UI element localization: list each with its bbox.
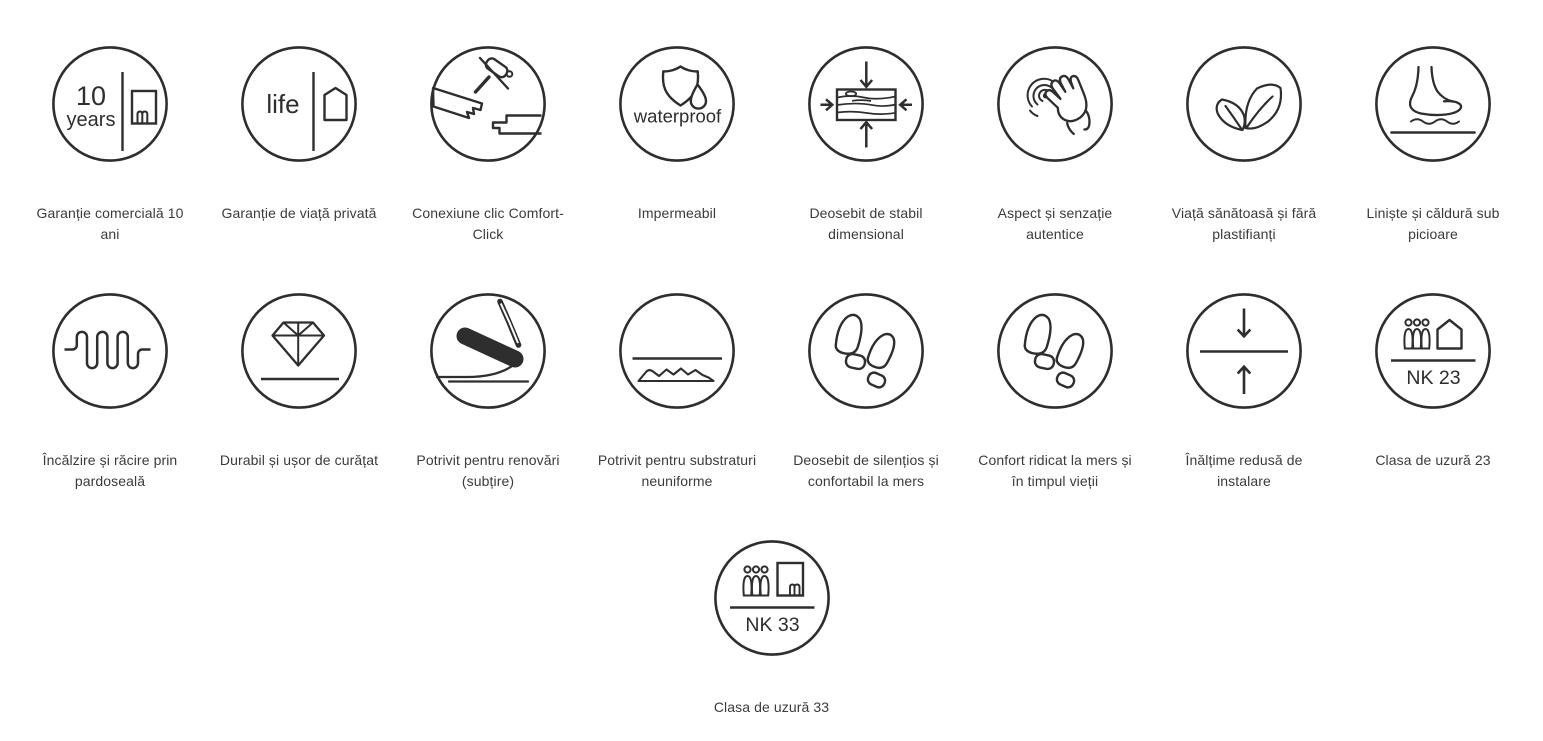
feature-label: Liniște și căldură sub picioare — [1366, 205, 1500, 242]
feature-item-low-installation-height — [1150, 292, 1339, 492]
leaves-icon — [1185, 45, 1303, 163]
feature-item-wear-class-23 — [1339, 292, 1528, 492]
feature-item-silent-comfortable-walk — [772, 292, 961, 492]
usage-class-33-icon — [713, 539, 831, 657]
paint-roller-icon — [429, 292, 547, 410]
feature-label: Clasa de uzură 33 — [713, 699, 830, 715]
dimensional-stability-icon — [807, 45, 925, 163]
feature-item-quiet-warm-underfoot — [1339, 45, 1528, 245]
usage-class-23-icon — [1374, 292, 1492, 410]
low-installation-height-icon — [1185, 292, 1303, 410]
feature-item-authentic-look-feel — [961, 45, 1150, 245]
click-connection-icon — [429, 45, 547, 163]
svg-text:NK 23: NK 23 — [1406, 367, 1461, 389]
feature-item-dimensional-stability — [772, 45, 961, 245]
svg-text:waterproof: waterproof — [633, 105, 722, 127]
waterproof-shield-icon — [618, 45, 736, 163]
feature-item-walking-living-comfort — [961, 292, 1150, 492]
feature-label: Conexiune clic Comfort-Click — [412, 205, 564, 242]
life-warranty-icon — [240, 45, 358, 163]
commercial-warranty-icon — [51, 45, 169, 163]
heating-coil-icon — [51, 292, 169, 410]
feature-label: Durabil și ușor de curățat — [219, 452, 379, 468]
svg-text:life: life — [266, 89, 300, 119]
feature-item-wear-class-33 — [677, 539, 866, 739]
feature-label: Confort ridicat la mers și în timpul vieții — [978, 452, 1132, 489]
feature-grid — [16, 0, 1528, 741]
feature-label: Garanție de viață privată — [221, 205, 377, 221]
feature-label: Înălțime redusă de instalare — [1185, 452, 1303, 489]
feature-label: Deosebit de stabil dimensional — [809, 205, 923, 242]
feature-item-waterproof — [583, 45, 772, 245]
feature-label: Potrivit pentru substraturi neuniforme — [597, 452, 757, 489]
feature-label: Aspect și senzație autentice — [997, 205, 1113, 242]
svg-text:NK 33: NK 33 — [744, 614, 800, 636]
uneven-subfloor-icon — [618, 292, 736, 410]
feature-label: Viață sănătoasă și fără plastifianți — [1171, 205, 1317, 242]
diamond-icon — [240, 292, 358, 410]
footprints-icon — [996, 292, 1114, 410]
feature-item-uneven-subfloors — [583, 292, 772, 492]
svg-text:years: years — [66, 109, 116, 131]
feature-item-warranty-private-life — [205, 45, 394, 245]
foot-warmth-icon — [1374, 45, 1492, 163]
touch-fingerprint-icon — [996, 45, 1114, 163]
feature-label: Impermeabil — [637, 205, 717, 221]
feature-item-renovation-thin — [394, 292, 583, 492]
feature-label: Deosebit de silențios și confortabil la mers — [793, 452, 939, 489]
footprints-icon — [807, 292, 925, 410]
feature-label: Potrivit pentru renovări (subțire) — [416, 452, 560, 489]
svg-text:10: 10 — [75, 81, 107, 111]
feature-item-durable-easy-clean — [205, 292, 394, 492]
feature-item-underfloor-heating — [16, 292, 205, 492]
feature-item-warranty-commercial — [16, 45, 205, 245]
feature-label: Garanție comercială 10 ani — [36, 205, 184, 242]
feature-label: Încălzire și răcire prin pardoseală — [42, 452, 178, 489]
feature-item-comfort-click — [394, 45, 583, 245]
feature-label: Clasa de uzură 23 — [1375, 452, 1491, 468]
feature-item-healthy-no-plasticizers — [1150, 45, 1339, 245]
